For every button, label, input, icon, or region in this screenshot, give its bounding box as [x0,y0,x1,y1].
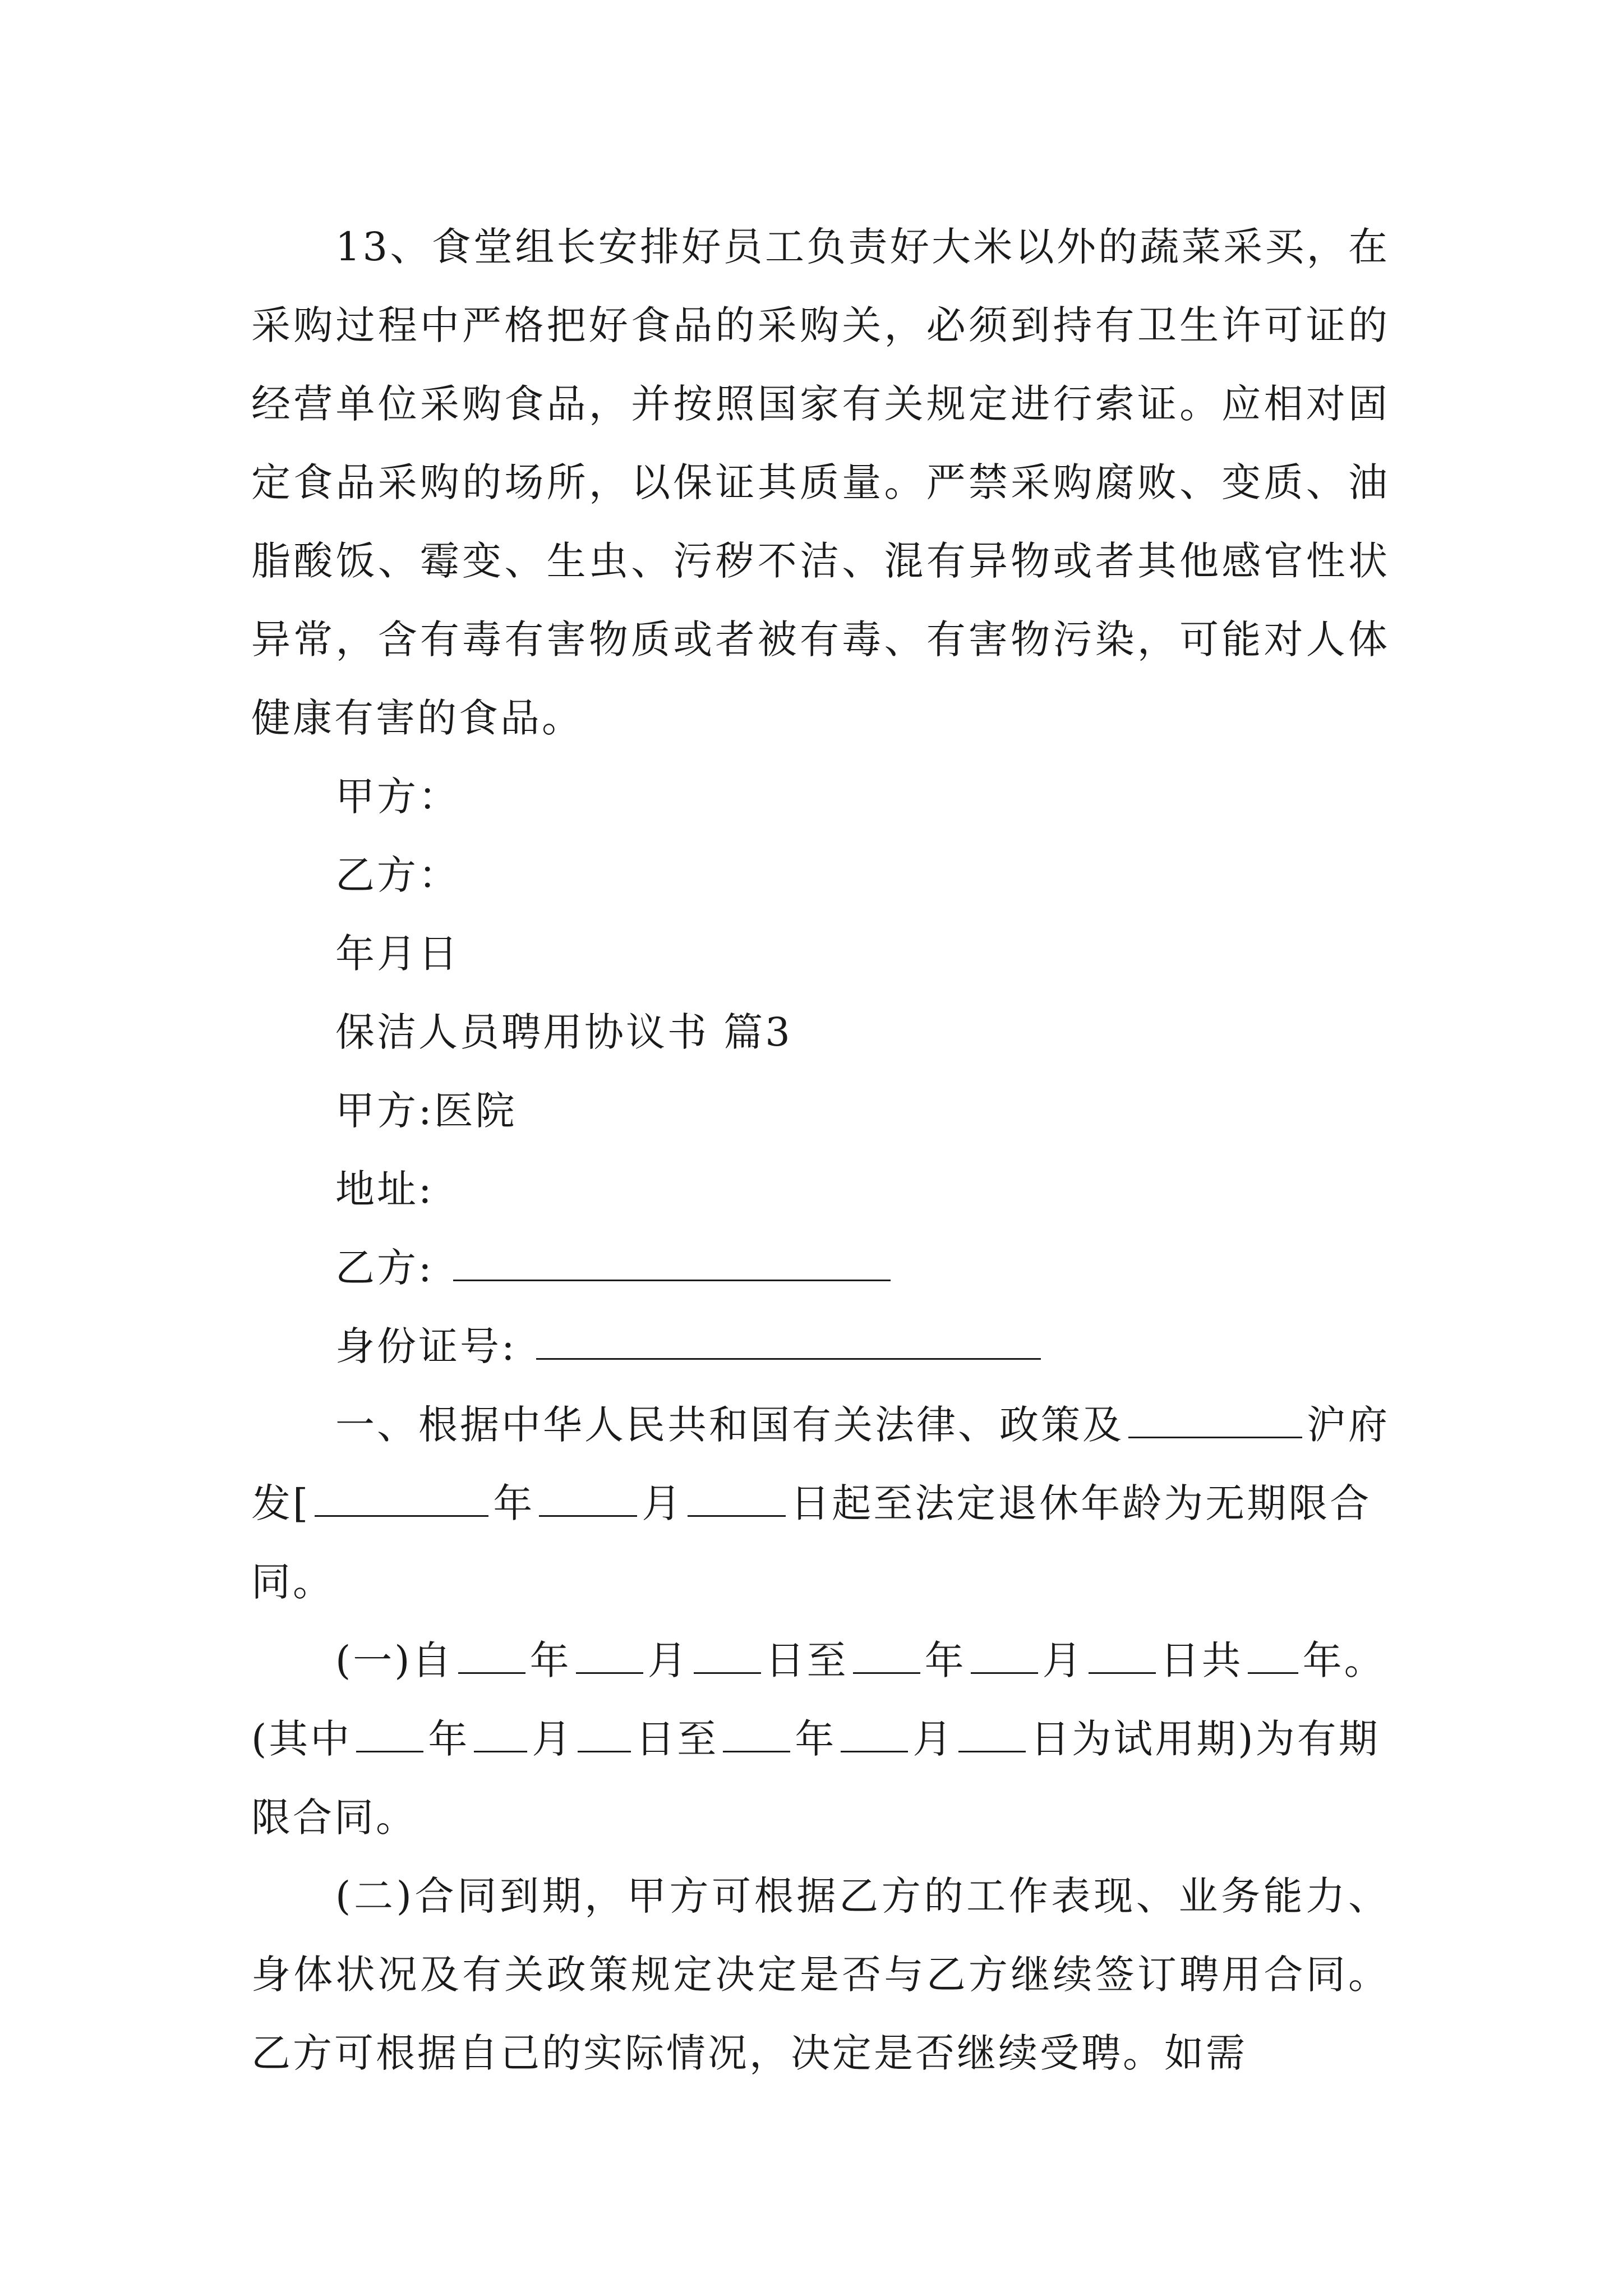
total-years-blank[interactable] [1248,1637,1298,1674]
party-b-blank[interactable] [453,1245,891,1281]
paragraph-item-13: 13、食堂组长安排好员工负责好大米以外的蔬菜采买，在采购过程中严格把好食品的采购关，必须到持有卫生许可证的经营单位采购食品，并按照国家有关规定进行索证。应相对固定食品采购的场所，以保证其质量。严禁采购腐败、变质、油脂酸饭、霉变、生虫、污秽不洁、混有异物或者其他感官性状异常，含有毒有害物质或者被有毒、有害物污染，可能对人体健康有害的食品。 [251,224,1390,741]
trial-to-day-blank[interactable] [958,1716,1026,1752]
to-day-blank[interactable] [1089,1637,1156,1674]
to-month-blank[interactable] [971,1637,1038,1674]
party-b-label: 乙方: [335,1245,434,1291]
trial-from-month-blank[interactable] [474,1716,527,1752]
clause-one [251,1386,1390,1621]
fixed-term-from: (一)自 [335,1637,454,1683]
start-year-blank[interactable] [539,1480,637,1517]
party-b-line: 乙方： [335,852,460,898]
trial-to-year-blank[interactable] [723,1716,790,1752]
id-number-label: 身份证号: [335,1323,517,1369]
clause-fixed-term [251,1621,1390,1857]
trial-month: 月 [532,1716,574,1762]
trial-month-2: 月 [912,1716,955,1762]
from-month-blank[interactable] [576,1637,643,1674]
address-line: 地址: [335,1166,434,1212]
clause-one-text-e: 日起至法定退休年龄为无期限合同。 [251,1480,1372,1605]
party-a-hospital-line: 甲方:医院 [335,1088,517,1134]
trial-from-year-blank[interactable] [356,1716,423,1752]
document-page [251,208,1390,2092]
fixed-term-text-b: 年。(其中 [251,1637,1386,1762]
clause-one-month: 月 [642,1480,684,1526]
fixed-term-month-2: 月 [1042,1637,1084,1683]
start-month-blank[interactable] [688,1480,786,1517]
section-title: 保洁人员聘用协议书 篇3 [335,1009,792,1055]
policy-blank[interactable] [1128,1402,1302,1438]
doc-number-blank[interactable] [315,1480,488,1517]
trial-period-text: 日为试用期)为有期限合同。 [251,1716,1380,1841]
trial-year-2: 年 [795,1716,837,1762]
id-number-blank[interactable] [536,1323,1041,1360]
to-year-blank[interactable] [853,1637,920,1674]
trial-to-month-blank[interactable] [841,1716,908,1752]
clause-one-text-a: 一、根据中华人民共和国有关法律、政策及 [335,1402,1124,1448]
fixed-term-year: 年 [529,1637,571,1683]
fixed-term-total: 日共 [1160,1637,1243,1683]
clause-one-text-b: 沪府发[ [251,1402,1390,1526]
from-year-blank[interactable] [458,1637,525,1674]
from-day-blank[interactable] [694,1637,761,1674]
fixed-term-to: 日至 [765,1637,849,1683]
date-line: 年月日 [335,931,460,977]
party-a-line: 甲方： [335,774,460,820]
clause-one-year: 年 [493,1480,535,1526]
id-number-line [251,1307,1390,1386]
trial-year: 年 [428,1716,470,1762]
trial-from-day-blank[interactable] [578,1716,631,1752]
party-b-field-line [251,1228,1390,1307]
clause-renewal: (二)合同到期，甲方可根据乙方的工作表现、业务能力、身体状况及有关政策规定决定是否与乙方继续签订聘用合同。乙方可根据自己的实际情况，决定是否继续受聘。如需 [251,1873,1390,2076]
fixed-term-year-2: 年 [924,1637,966,1683]
trial-to: 日至 [635,1716,719,1762]
fixed-term-month: 月 [647,1637,689,1683]
